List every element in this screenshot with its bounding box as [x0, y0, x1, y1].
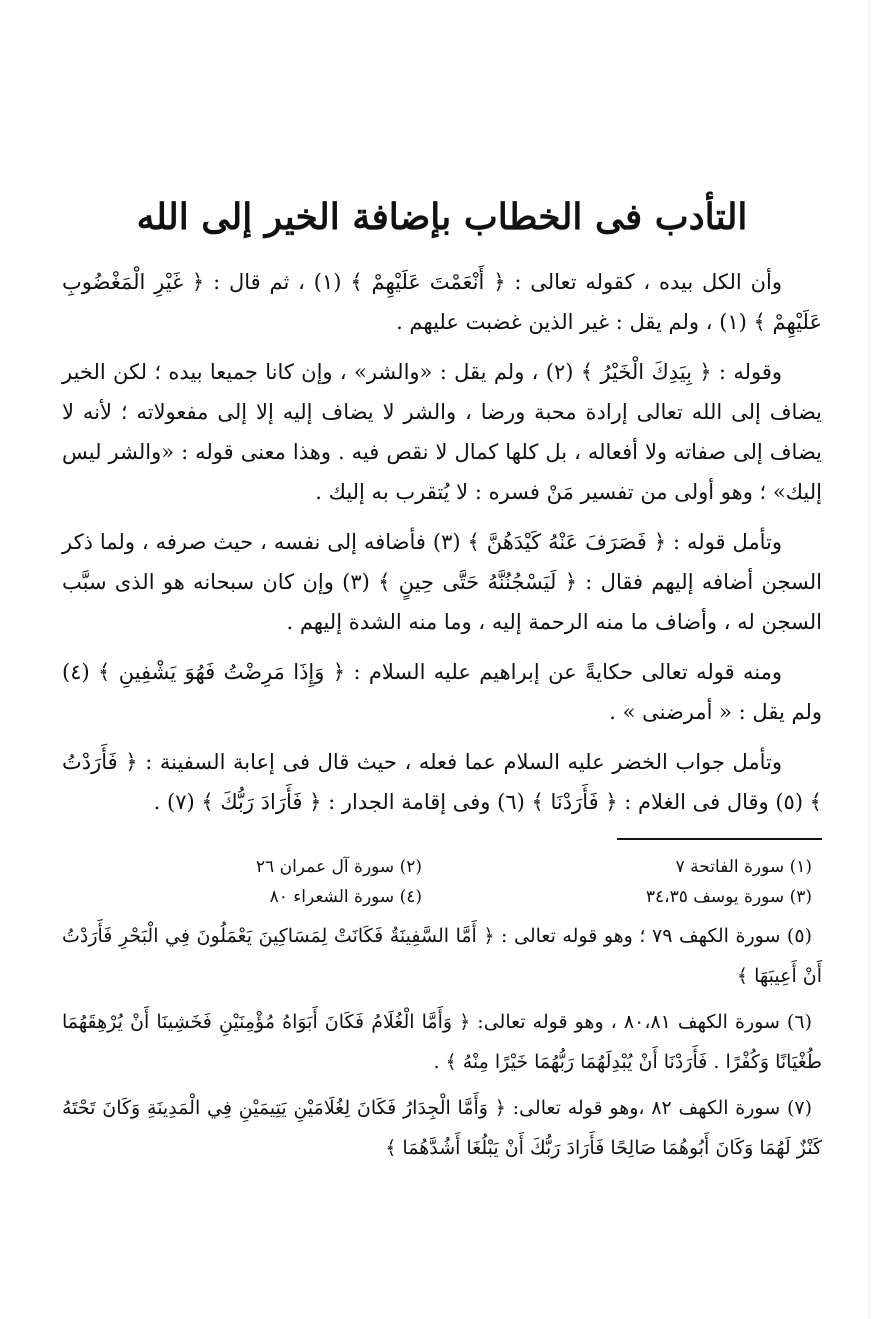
book-page	[62, 190, 822, 1174]
page-fold-shadow	[868, 0, 869, 1319]
paragraph: وتأمل قوله : ﴿ فَصَرَفَ عَنْهُ كَيْدَهُنَّ ﴾ (٣) فأضافه إلى نفسه ، حيث صرفه ، ولما ذكر السجن أضافه إليهم فقال : ﴿ لَيَسْجُنُنَّهُ حَتَّى حِينٍ ﴾ (٣) وإن كان سبحانه هو الذى سبَّب السجن له ، وأضاف ما منه الرحمة إليه ، وما منه الشدة إليهم .	[62, 530, 822, 634]
main-text	[62, 262, 822, 822]
paragraph: وأن الكل بيده ، كقوله تعالى : ﴿ أَنْعَمْتَ عَلَيْهِمْ ﴾ (١) ، ثم قال : ﴿ غَيْرِ الْمَغْضُوبِ عَلَيْهِمْ ﴾ (١) ، ولم يقل : غير الذين غضبت عليهم .	[62, 270, 822, 334]
footnote-2: (٢) سورة آل عمران ٢٦	[255, 857, 422, 877]
footnote-7: (٧) سورة الكهف ٨٢ ،وهو قوله تعالى: ﴿ وَأَمَّا الْجِدَارُ فَكَانَ لِغُلَامَيْنِ يَتِيمَيْنِ فِي الْمَدِينَةِ وَكَانَ تَحْتَهُ كَنْزٌ لَهُمَا وَكَانَ أَبُوهُمَا صَالِحًا فَأَرَادَ رَبُّكَ أَنْ يَبْلُغَا أَشُدَّهُمَا ﴾	[62, 1097, 822, 1159]
footnote-4: (٤) سورة الشعراء ٨٠	[269, 887, 422, 907]
footnote-short-list	[62, 852, 822, 912]
chapter-title: التأدب فى الخطاب بإضافة الخير إلى الله	[136, 196, 748, 238]
footnote-5: (٥) سورة الكهف ٧٩ ؛ وهو قوله تعالى : ﴿ أَمَّا السَّفِينَةُ فَكَانَتْ لِمَسَاكِينَ يَعْمَلُونَ فِي الْبَحْرِ فَأَرَدْتُ أَنْ أَعِيبَهَا ﴾	[62, 925, 822, 987]
footnote-6: (٦) سورة الكهف ٨٠،٨١ ، وهو قوله تعالى: ﴿ وَأَمَّا الْغُلَامُ فَكَانَ أَبَوَاهُ مُؤْمِنَيْنِ فَخَشِينَا أَنْ يُرْهِقَهُمَا طُغْيَانًا وَكُفْرًا . فَأَرَدْنَا أَنْ يُبْدِلَهُمَا رَبُّهُمَا خَيْرًا مِنْهُ ﴾ .	[62, 1011, 822, 1073]
footnote-1: (١) سورة الفاتحة ٧	[675, 857, 812, 877]
paragraph: وقوله : ﴿ بِيَدِكَ الْخَيْرُ ﴾ (٢) ، ولم يقل : «والشر» ، وإن كانا جميعا بيده ؛ لكن الخير يضاف إلى الله تعالى إرادة محبة ورضا ، والشر لا يضاف إليه إلا إلى مفعولاته ؛ لأنه لا يضاف إلى صفاته ولا أفعاله ، بل كلها كمال لا نقص فيه . وهذا معنى قوله : «والشر ليس إليك» ؛ وهو أولى من تفسير مَنْ فسره : لا يُتقرب به إليك .	[62, 360, 822, 504]
footnotes	[62, 852, 822, 1168]
footnote-separator	[617, 838, 822, 840]
paragraph: وتأمل جواب الخضر عليه السلام عما فعله ، حيث قال فى إعابة السفينة : ﴿ فَأَرَدْتُ ﴾ (٥) وقال فى الغلام : ﴿ فَأَرَدْنَا ﴾ (٦) وفى إقامة الجدار : ﴿ فَأَرَادَ رَبُّكَ ﴾ (٧) .	[62, 750, 822, 814]
paragraph: ومنه قوله تعالى حكايةً عن إبراهيم عليه السلام : ﴿ وَإِذَا مَرِضْتُ فَهُوَ يَشْفِينِ ﴾ (٤) ولم يقل : « أمرضنى » .	[62, 660, 822, 724]
footnote-3: (٣) سورة يوسف ٣٤،٣٥	[645, 887, 812, 907]
